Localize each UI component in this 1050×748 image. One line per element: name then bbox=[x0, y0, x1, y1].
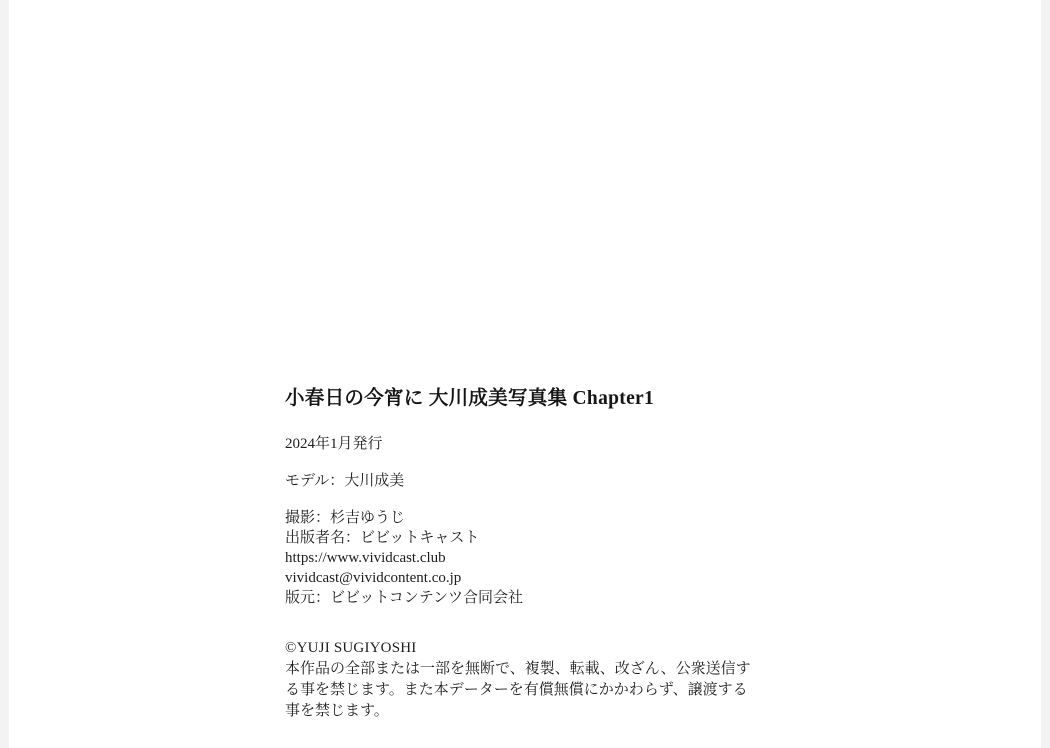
notice-line-1: 本作品の全部または一部を無断で、複製、転載、改ざん、公衆送信す bbox=[285, 661, 751, 677]
copyright-notice bbox=[285, 638, 765, 722]
colophon-block bbox=[285, 382, 845, 722]
model-credit: モデル：大川成美 bbox=[285, 473, 405, 489]
spacer-before-notice bbox=[285, 608, 845, 638]
page-edge-left bbox=[0, 0, 9, 748]
photographer-credit: 撮影：杉吉ゆうじ bbox=[285, 510, 406, 526]
page-edge-right bbox=[1041, 0, 1050, 748]
publisher-credits bbox=[285, 508, 845, 608]
issuer-name: 版元：ビビットコンテンツ合同会社 bbox=[285, 590, 524, 606]
publication-date: 2024年1月発行 bbox=[285, 436, 383, 452]
page-title: 小春日の今宵に 大川成美写真集 Chapter1 bbox=[285, 388, 655, 409]
notice-line-2: る事を禁じます。また本データーを有償無償にかかわらず、譲渡する bbox=[285, 682, 748, 698]
email-link[interactable]: vividcast@vividcontent.co.jp bbox=[285, 570, 462, 586]
website-link[interactable]: https://www.vividcast.club bbox=[285, 550, 446, 566]
notice-line-3: 事を禁じます。 bbox=[285, 703, 389, 719]
spacer-after-model bbox=[285, 491, 845, 508]
copyright-holder: ©YUJI SUGIYOSHI bbox=[285, 640, 417, 656]
spacer-after-date bbox=[285, 454, 845, 471]
publisher-name: 出版者名：ビビットキャスト bbox=[285, 530, 480, 546]
